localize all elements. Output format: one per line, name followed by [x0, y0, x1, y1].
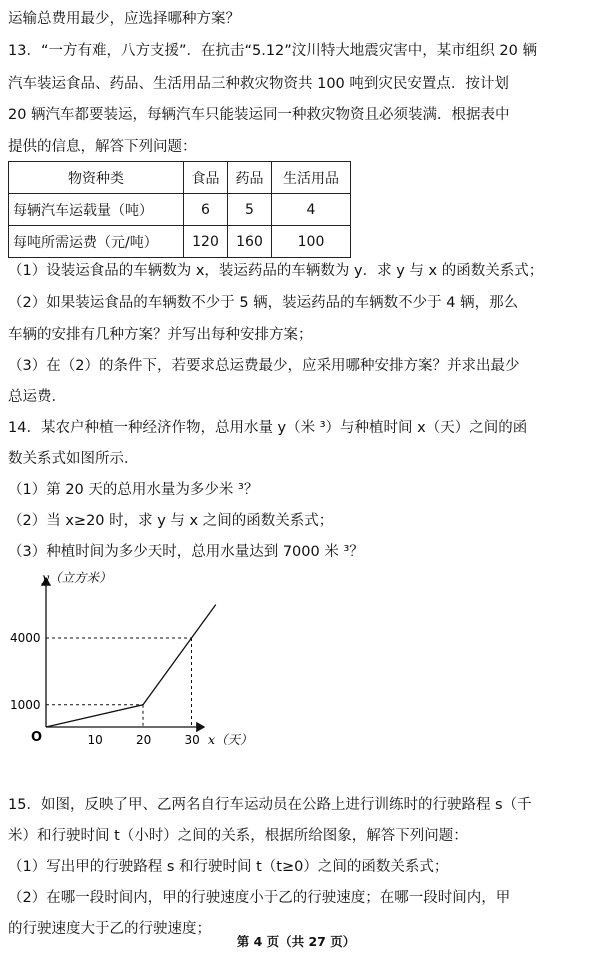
table-cell: 160 [228, 226, 272, 258]
text-line: （1）第 20 天的总用水量为多少米 ³？ [8, 482, 259, 498]
water-usage-graph [8, 568, 268, 750]
text-line: 20 辆汽车都要装运，每辆汽车只能装运同一种救灾物资且必须装满．根据表中 [8, 107, 510, 123]
text-line: 车辆的安排有几种方案？并写出每种安排方案； [8, 327, 313, 343]
text-line: 汽车装运食品、药品、生活用品三种救灾物资共 100 吨到灾民安置点．按计划 [8, 76, 509, 92]
table-cell: 4 [272, 194, 351, 226]
text-line: （3）在（2）的条件下，若要求总运费最少，应采用哪种安排方案？并求出最少 [8, 358, 520, 374]
table-header-row [9, 162, 351, 194]
y-axis-label: y（立方米） [42, 570, 112, 585]
series-line [46, 605, 216, 727]
text-line: （1）写出甲的行驶路程 s 和行驶时间 t（t≥0）之间的函数关系式； [8, 859, 449, 875]
table-cell: 6 [184, 194, 228, 226]
y-ticks [10, 631, 41, 712]
text-line: 15．如图，反映了甲、乙两名自行车运动员在公路上进行训练时的行驶路程 s（千 [8, 797, 532, 813]
origin-label: O [31, 730, 43, 745]
text-line: 的行驶速度大于乙的行驶速度； [8, 921, 211, 937]
supplies-table [8, 161, 351, 258]
table-header-cell: 食品 [184, 162, 228, 194]
text-line: 14．某农户种植一种经济作物，总用水量 y（米 ³）与种植时间 x（天）之间的函 [8, 420, 528, 436]
table-cell: 120 [184, 226, 228, 258]
text-line: 总运费． [8, 389, 66, 405]
text-line: 数关系式如图所示． [8, 451, 139, 467]
y-tick-label: 1000 [10, 697, 41, 712]
text-line: 提供的信息，解答下列问题： [8, 139, 197, 155]
x-axis-label: x（天） [208, 732, 253, 747]
table-row [9, 226, 351, 258]
table-cell: 100 [272, 226, 351, 258]
page-footer: 第 4 页（共 27 页） [236, 934, 356, 949]
table-cell: 每吨所需运费（元/吨） [9, 226, 184, 258]
text-line: （2）当 x≥20 时，求 y 与 x 之间的函数关系式； [8, 513, 334, 529]
text-line: （3）种植时间为多少天时，总用水量达到 7000 米 ³？ [8, 544, 364, 560]
table-header-cell: 药品 [228, 162, 272, 194]
x-tick-label: 30 [184, 733, 200, 747]
text-line: 13．“一方有难，八方支援”．在抗击“5.12”汶川特大地震灾害中，某市组织 20 辆 [8, 43, 537, 59]
y-tick-label: 4000 [10, 631, 41, 645]
table-cell: 5 [228, 194, 272, 226]
text-line: （2）如果装运食品的车辆数不少于 5 辆，装运药品的车辆数不少于 4 辆，那么 [8, 295, 519, 311]
text-line: （2）在哪一段时间内，甲的行驶速度小于乙的行驶速度；在哪一段时间内，甲 [8, 890, 511, 906]
x-tick-label: 20 [136, 733, 152, 747]
table-header-cell: 生活用品 [272, 162, 351, 194]
table-row [9, 194, 351, 226]
text-line: （1）设装运食品的车辆数为 x，装运药品的车辆数为 y．求 y 与 x 的函数关系式； [8, 263, 544, 279]
table-header-cell: 物资种类 [9, 162, 184, 194]
guide-lines [46, 638, 192, 727]
table-cell: 每辆汽车运载量（吨） [9, 194, 184, 226]
text-line: 米）和行驶时间 t（小时）之间的关系，根据所给图象，解答下列问题： [8, 828, 468, 844]
text-line: 运输总费用最少，应选择哪种方案？ [8, 11, 240, 27]
x-ticks [88, 733, 200, 747]
x-tick-label: 10 [87, 733, 103, 747]
